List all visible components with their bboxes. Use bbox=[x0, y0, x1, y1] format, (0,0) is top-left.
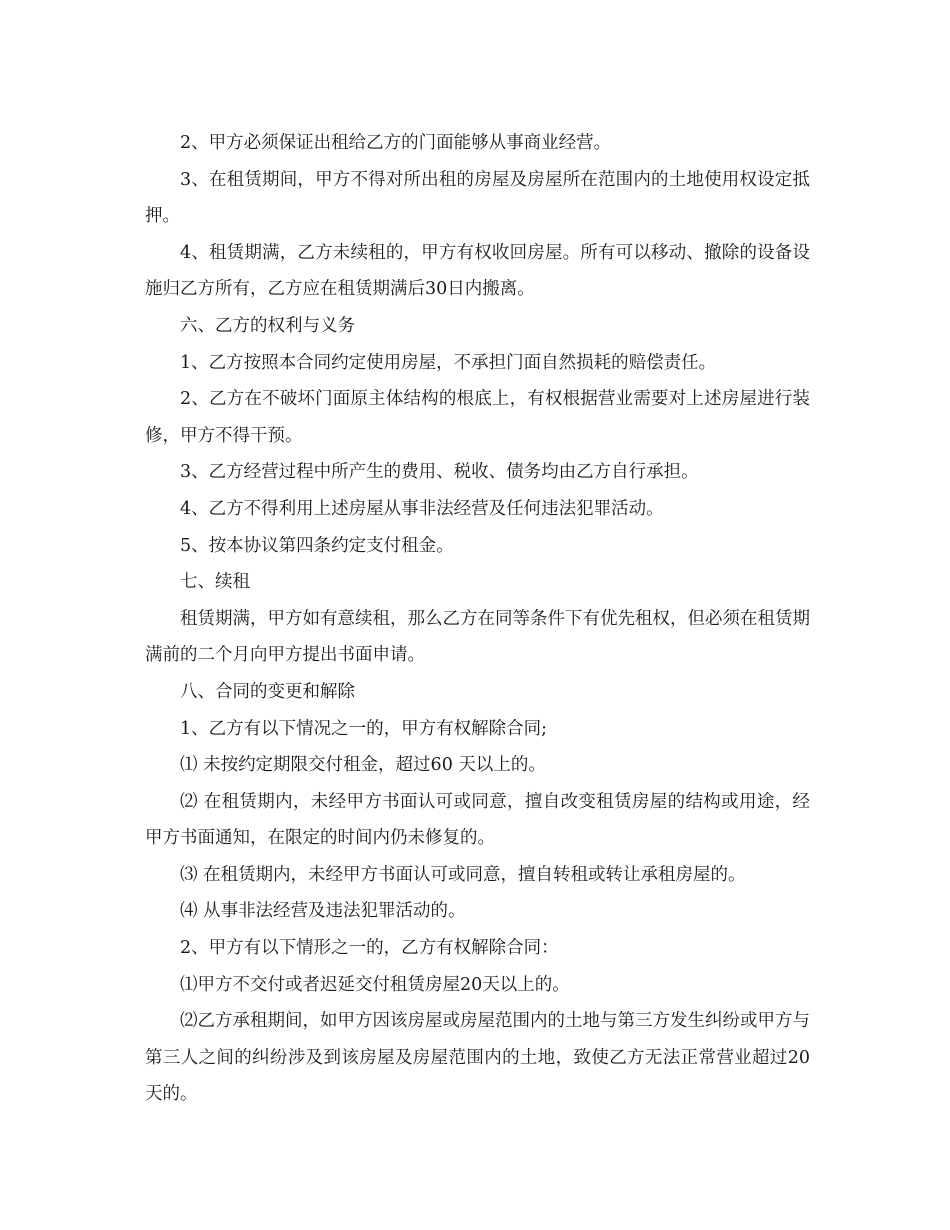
paragraph-renewal: 租赁期满，甲方如有意续租，那么乙方在同等条件下有优先租权，但必须在租赁期满前的二个月向甲方提出书面申请。 bbox=[145, 608, 810, 666]
paragraph-clause-8-1-3: ⑶ 在租赁期内，未经甲方书面认可或同意，擅自转租或转让承租房屋的。 bbox=[180, 864, 746, 885]
paragraph-clause-6-4: 4、乙方不得利用上述房屋从事非法经营及任何违法犯罪活动。 bbox=[180, 498, 664, 519]
section-heading-6: 六、乙方的权利与义务 bbox=[180, 315, 355, 336]
paragraph-clause-8-2-1: ⑴甲方不交付或者迟延交付租赁房屋20天以上的。 bbox=[180, 974, 570, 995]
section-heading-7: 七、续租 bbox=[180, 572, 250, 593]
paragraph-clause-6-5: 5、按本协议第四条约定支付租金。 bbox=[180, 535, 454, 556]
paragraph-clause-8-1: 1、乙方有以下情况之一的，甲方有权解除合同; bbox=[180, 718, 548, 739]
paragraph-clause-8-1-4: ⑷ 从事非法经营及违法犯罪活动的。 bbox=[180, 901, 466, 922]
paragraph-clause-5-4: 4、租赁期满，乙方未续租的，甲方有权收回房屋。所有可以移动、撤除的设备设施归乙方所有，乙方应在租赁期满后30日内搬离。 bbox=[145, 242, 810, 300]
document-body bbox=[145, 125, 810, 1113]
paragraph-clause-5-2: 2、甲方必须保证出租给乙方的门面能够从事商业经营。 bbox=[180, 133, 612, 153]
paragraph-clause-6-2: 2、乙方在不破坏门面原主体结构的根底上，有权根据营业需要对上述房屋进行装修，甲方不得干预。 bbox=[145, 389, 810, 446]
paragraph-clause-6-1: 1、乙方按照本合同约定使用房屋，不承担门面自然损耗的赔偿责任。 bbox=[180, 352, 717, 373]
section-heading-8: 八、合同的变更和解除 bbox=[180, 681, 355, 702]
paragraph-clause-6-3: 3、乙方经营过程中所产生的费用、税收、债务均由乙方自行承担。 bbox=[180, 462, 699, 483]
paragraph-clause-8-2-2: ⑵乙方承租期间，如甲方因该房屋或房屋范围内的土地与第三方发生纠纷或甲方与第三人之间的纠纷涉及到该房屋及房屋范围内的土地，致使乙方无法正常营业超过20天的。 bbox=[145, 1011, 810, 1105]
paragraph-clause-8-1-1: ⑴ 未按约定期限交付租金，超过60 天以上的。 bbox=[180, 755, 546, 776]
paragraph-clause-8-2: 2、甲方有以下情形之一的，乙方有权解除合同： bbox=[180, 938, 559, 959]
paragraph-clause-5-3: 3、在租赁期间，甲方不得对所出租的房屋及房屋所在范围内的土地使用权设定抵押。 bbox=[145, 169, 810, 227]
paragraph-clause-8-1-2: ⑵ 在租赁期内，未经甲方书面认可或同意，擅自改变租赁房屋的结构或用途，经甲方书面通知，在限定的时间内仍未修复的。 bbox=[145, 791, 810, 849]
